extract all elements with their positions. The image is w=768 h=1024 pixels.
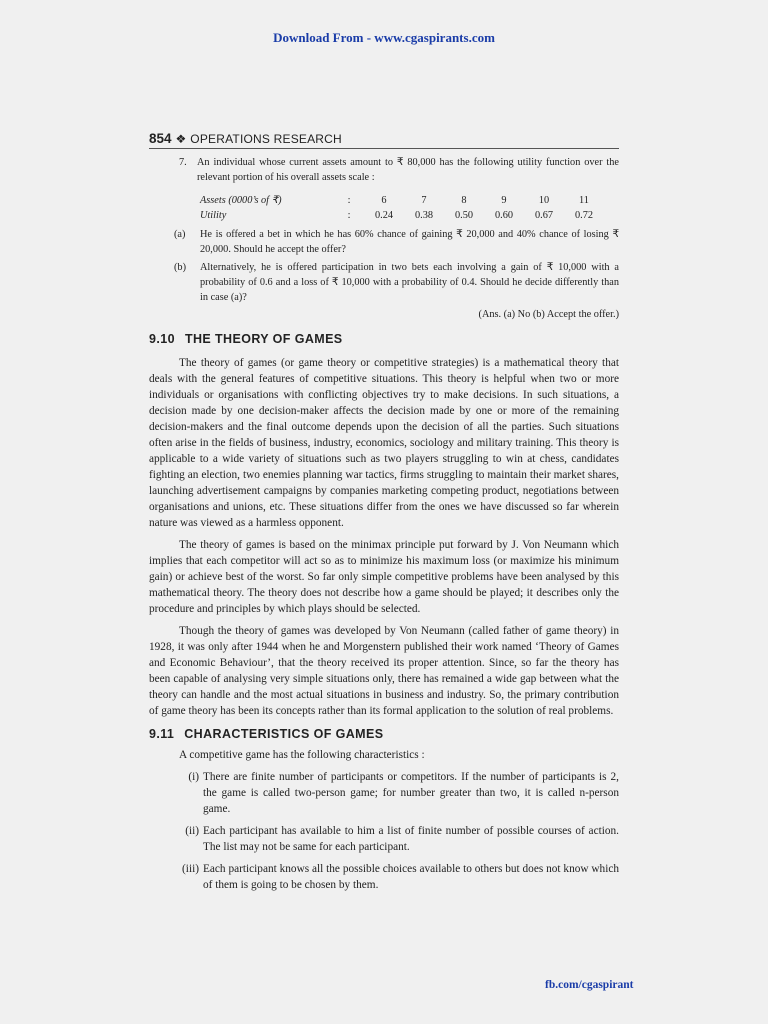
list-item-text: There are finite number of participants or competitors. If the number of participants is 2, the game is called two-person game; for number greater than two, it is called n-person game. bbox=[203, 771, 619, 815]
sub-question-text: He is offered a bet in which he has 60% chance of gaining ₹ 20,000 and 40% chance of losing ₹ 20,000. Should he accept the offer? bbox=[200, 229, 619, 255]
answer-text: (Ans. (a) No (b) Accept the offer.) bbox=[478, 309, 619, 320]
table-row bbox=[200, 208, 604, 223]
table-cell: 0.60 bbox=[494, 210, 514, 221]
paragraph: The theory of games is based on the minimax principle put forward by J. Von Neumann which implies that each competitor will act so as to minimize his maximum loss (or maximize his minimum gain) or achieve best of the worst. So far only simple competitive problems have been analysed by this mathematical theory. The theory does not describe how a game should be played; it describes only the procedure and principles by which plays should be selected. bbox=[149, 539, 619, 615]
table-cell: 9 bbox=[501, 194, 507, 206]
list-item bbox=[175, 769, 619, 817]
row-label-utility: Utility bbox=[200, 210, 227, 221]
paragraph: The theory of games (or game theory or competitive strategies) is a mathematical theory that deals with the general features of competitive situations. This theory is helpful when two or more individuals or organisations with conflicting objectives try to make decisions. In such situations, a decision made by one decision-maker affects the decision made by one or more of the remaining decision-makers and the final outcome depends upon the decision of all the parties. Such situations often arise in the fields of business, industry, economics, sociology and military training. This theory is applicable to a wide variety of situations such as two players struggling to win at chess, candidates fighting an election, two enemies planning war tactics, firms struggling to maintain their market shares, launching advertisement campaigns by companies marketing competing product, negotiations between organisations and unions, etc. These situations differ from the ones we have discussed so far wherein nature was viewed as a harmless opponent. bbox=[149, 357, 619, 529]
list-item-label: (i) bbox=[188, 771, 199, 783]
section-intro: A competitive game has the following characteristics : bbox=[179, 749, 425, 761]
page-content bbox=[149, 155, 619, 893]
table-cell: 11 bbox=[579, 194, 589, 206]
table-cell: 0.24 bbox=[374, 210, 394, 221]
list-item-text: Each participant has available to him a list of finite number of possible courses of action. The list may not be same for each participant. bbox=[203, 825, 619, 853]
download-banner[interactable]: Download From - www.cgaspirants.com bbox=[273, 30, 495, 45]
page-number: 854 bbox=[149, 131, 172, 146]
table-cell: 0.50 bbox=[454, 210, 474, 221]
sub-question-label: (a) bbox=[174, 229, 186, 240]
sub-question-label: (b) bbox=[174, 262, 187, 273]
running-title: OPERATIONS RESEARCH bbox=[190, 132, 342, 146]
section-heading bbox=[149, 332, 619, 346]
colon: : bbox=[347, 210, 351, 221]
section-title: CHARACTERISTICS OF GAMES bbox=[184, 727, 384, 741]
list-item bbox=[175, 823, 619, 855]
list-item-label: (iii) bbox=[182, 863, 199, 875]
list-item-text: Each participant knows all the possible choices available to others but does not know which of them is going to be chosen by them. bbox=[203, 863, 619, 891]
paragraph: Though the theory of games was developed by Von Neumann (called father of game theory) in 1928, it was only after 1944 when he and Morgenstern published their work named ‘Theory of Games and Economic Behaviour’, that the theory received its proper attention. Since, so far the theory has been capable of analysing very simple situations only, there has remained a wide gap between what the theory can handle and the most actual situations in business and industry. So, the primary contribution of game theory has been its concepts rather than its formal application to the solution of real problems. bbox=[149, 625, 619, 717]
question-7 bbox=[179, 155, 619, 185]
section-title: THE THEORY OF GAMES bbox=[184, 332, 343, 346]
row-label-assets: Assets (0000’s of ₹) bbox=[200, 195, 282, 206]
question-number: 7. bbox=[179, 157, 187, 168]
section-number: 9.11 bbox=[149, 727, 175, 741]
sub-question-a bbox=[174, 227, 619, 257]
header-rule bbox=[149, 148, 619, 149]
section-heading bbox=[149, 727, 619, 741]
table-cell: 6 bbox=[381, 194, 387, 206]
running-header bbox=[149, 131, 342, 146]
sub-question-text: Alternatively, he is offered participation in two bets each involving a gain of ₹ 10,000 with a probability of 0.6 and a loss of ₹ 10,000 with a probability of 0.4. Should he decide differently than in case (a)? bbox=[200, 262, 619, 303]
table-cell: 0.38 bbox=[414, 210, 434, 221]
table-cell: 0.67 bbox=[534, 210, 554, 221]
table-row bbox=[200, 192, 604, 208]
table-cell: 7 bbox=[421, 194, 427, 206]
table-cell: 10 bbox=[538, 194, 550, 206]
section-number: 9.10 bbox=[149, 332, 175, 346]
table-cell: 8 bbox=[461, 194, 467, 206]
question-text: An individual whose current assets amount to ₹ 80,000 has the following utility function over the relevant portion of his overall assets scale : bbox=[197, 157, 619, 183]
diamond-icon: ❖ bbox=[175, 132, 187, 146]
colon: : bbox=[347, 194, 351, 206]
table-cell: 0.72 bbox=[574, 210, 594, 221]
sub-question-b bbox=[174, 260, 619, 305]
utility-table bbox=[200, 192, 604, 223]
list-item-label: (ii) bbox=[185, 825, 199, 837]
footer-link[interactable]: fb.com/cgaspirant bbox=[545, 979, 634, 991]
list-item bbox=[175, 861, 619, 893]
